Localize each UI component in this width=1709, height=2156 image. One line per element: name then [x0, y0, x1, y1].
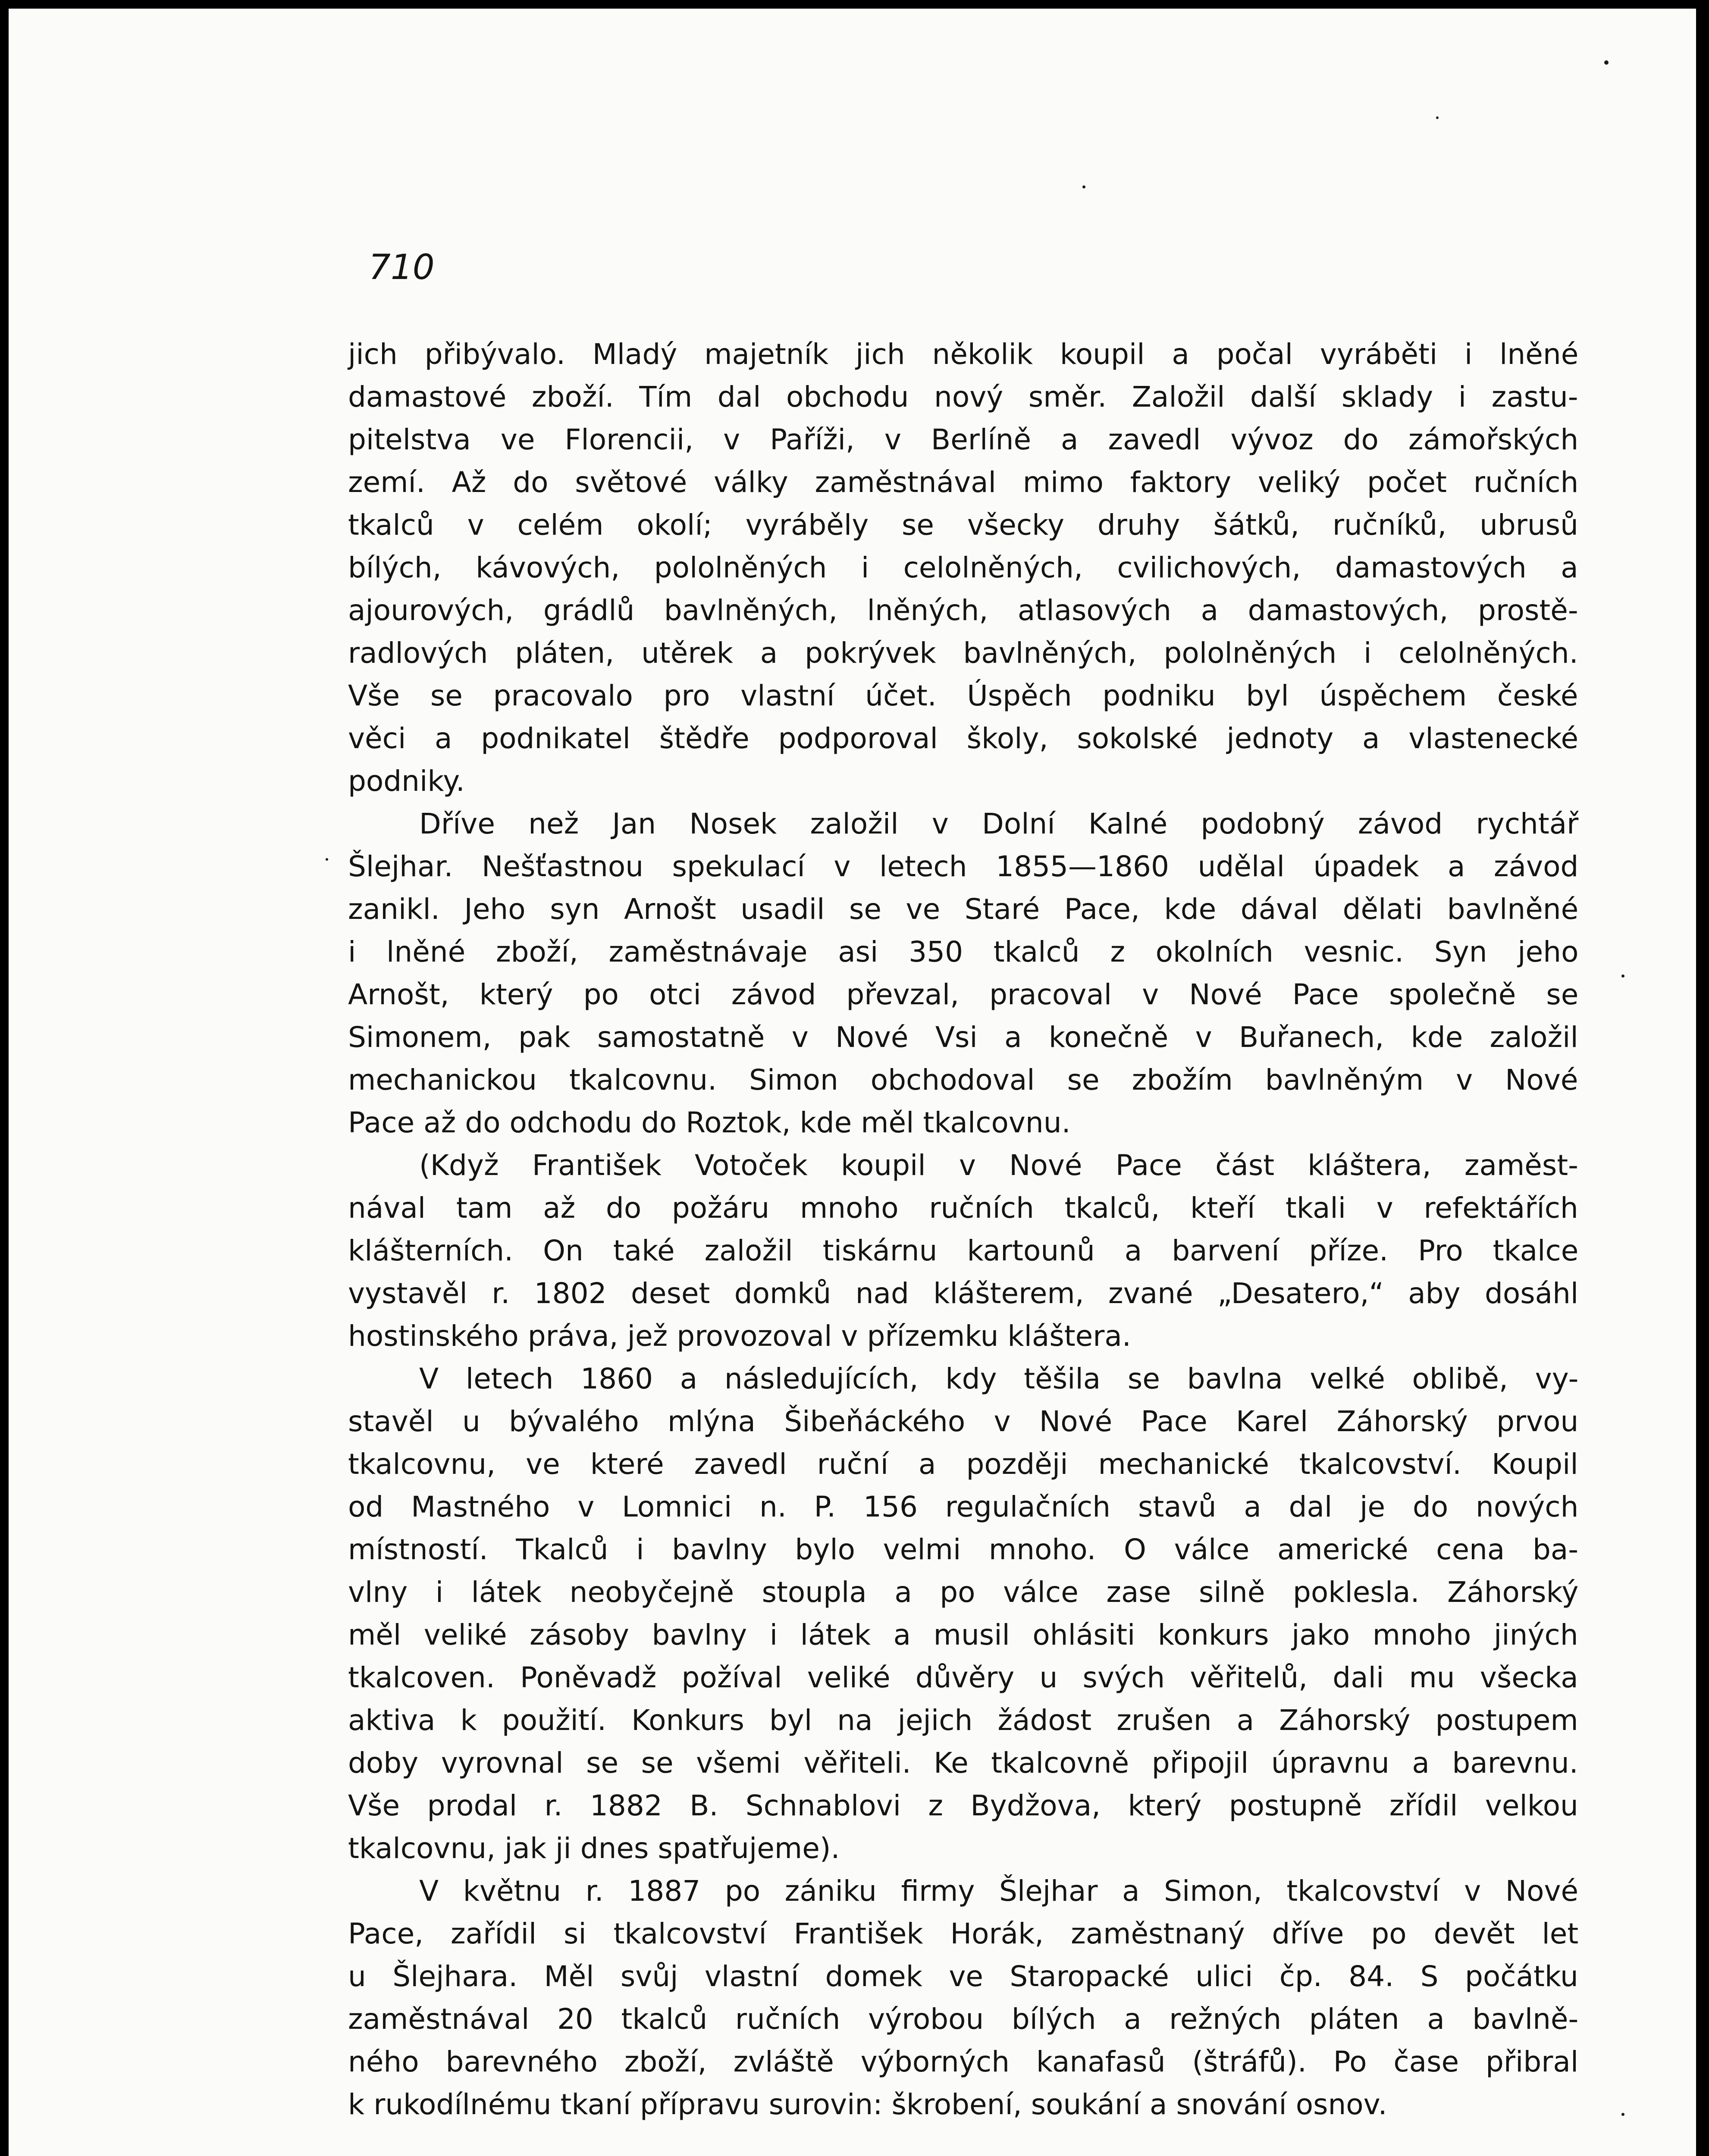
- text-line: k rukodílnému tkaní přípravu surovin: škrobení, soukání a snování osnov.: [348, 2088, 1387, 2121]
- text-line: V květnu r. 1887 po zániku firmy Šlejhar a Simon, tkalcovství v Nové: [419, 1874, 1579, 1908]
- text-line: klášterních. On také založil tiskárnu kartounů a barvení příze. Pro tkalce: [348, 1234, 1579, 1267]
- text-line: Pace, zařídil si tkalcovství František Horák, zaměstnaný dříve po devět let: [348, 1917, 1579, 1950]
- text-line: Dříve než Jan Nosek založil v Dolní Kalné podobný závod rychtář: [419, 807, 1579, 840]
- scan-speck: [326, 858, 328, 861]
- scanned-page: [9, 9, 1696, 2156]
- text-line: tkalců v celém okolí; vyráběly se všecky druhy šátků, ručníků, ubrusů: [348, 508, 1578, 542]
- text-line: doby vyrovnal se se všemi věřiteli. Ke tkalcovně připojil úpravnu a barevnu.: [348, 1746, 1578, 1780]
- scan-speck: [1604, 60, 1609, 65]
- scan-speck: [1621, 2113, 1624, 2116]
- paragraph: [348, 1870, 1578, 2126]
- text-line: u Šlejhara. Měl svůj vlastní domek ve Staropacké ulici čp. 84. S počátku: [348, 1960, 1578, 1993]
- text-line: ného barevného zboží, zvláště výborných kanafasů (štráfů). Po čase přibral: [348, 2045, 1579, 2078]
- text-line: i lněné zboží, zaměstnávaje asi 350 tkalců z okolních vesnic. Syn jeho: [348, 935, 1579, 968]
- text-line: vlny i látek neobyčejně stoupla a po válce zase silně poklesla. Záhorský: [348, 1576, 1579, 1609]
- text-line: Pace až do odchodu do Roztok, kde měl tkalcovnu.: [348, 1106, 1071, 1139]
- body-text: [348, 333, 1578, 2126]
- scan-speck: [1082, 185, 1085, 188]
- text-line: zaměstnával 20 tkalců ručních výrobou bílých a režných pláten a bavlně-: [348, 2002, 1579, 2036]
- paragraph: [348, 1357, 1578, 1870]
- text-line: bílých, kávových, pololněných i celolněných, cvilichových, damastových a: [348, 551, 1578, 584]
- text-line: místností. Tkalců i bavlny bylo velmi mnoho. O válce americké cena ba-: [348, 1533, 1579, 1566]
- text-line: věci a podnikatel štědře podporoval školy, sokolské jednoty a vlastenecké: [348, 722, 1579, 755]
- text-line: od Mastného v Lomnici n. P. 156 regulačních stavů a dal je do nových: [348, 1490, 1579, 1523]
- text-line: zanikl. Jeho syn Arnošt usadil se ve Staré Pace, kde dával dělati bavlněné: [348, 893, 1579, 926]
- page-number: 710: [369, 247, 435, 287]
- paragraph: [348, 802, 1578, 1144]
- text-line: (Když František Votoček koupil v Nové Pace část kláštera, zaměst-: [419, 1149, 1578, 1182]
- text-line: Simonem, pak samostatně v Nové Vsi a konečně v Buřanech, kde založil: [348, 1021, 1578, 1054]
- text-line: podniky.: [348, 765, 465, 798]
- text-line: Šlejhar. Nešťastnou spekulací v letech 1855—1860 udělal úpadek a závod: [348, 850, 1579, 883]
- text-line: pitelstva ve Florencii, v Paříži, v Berlíně a zavedl vývoz do zámořských: [348, 423, 1579, 456]
- text-line: damastové zboží. Tím dal obchodu nový směr. Založil další sklady i zastu-: [348, 380, 1578, 414]
- text-line: stavěl u bývalého mlýna Šibeňáckého v Nové Pace Karel Záhorský prvou: [348, 1405, 1579, 1438]
- text-line: tkalcovnu, jak ji dnes spatřujeme).: [348, 1832, 840, 1865]
- text-line: tkalcovnu, ve které zavedl ruční a později mechanické tkalcovství. Koupil: [348, 1448, 1578, 1481]
- text-line: Vše prodal r. 1882 B. Schnablovi z Bydžova, který postupně zřídil velkou: [348, 1789, 1578, 1822]
- text-line: zemí. Až do světové války zaměstnával mimo faktory veliký počet ručních: [348, 466, 1579, 499]
- text-line: vystavěl r. 1802 deset domků nad klášterem, zvané „Desatero,“ aby dosáhl: [348, 1277, 1579, 1310]
- paragraph: [348, 1144, 1578, 1357]
- text-line: hostinského práva, jež provozoval v přízemku kláštera.: [348, 1319, 1131, 1353]
- text-line: V letech 1860 a následujících, kdy těšila se bavlna velké oblibě, vy-: [419, 1362, 1579, 1395]
- text-line: tkalcoven. Poněvadž požíval veliké důvěry u svých věřitelů, dali mu všecka: [348, 1661, 1578, 1694]
- scan-speck: [1621, 975, 1624, 978]
- text-line: ajourových, grádlů bavlněných, lněných, atlasových a damastových, prostě-: [348, 594, 1578, 627]
- text-line: jich přibývalo. Mladý majetník jich několik koupil a počal vyráběti i lněné: [348, 338, 1579, 371]
- text-line: Arnošt, který po otci závod převzal, pracoval v Nové Pace společně se: [348, 978, 1579, 1011]
- text-line: měl veliké zásoby bavlny i látek a musil ohlásiti konkurs jako mnoho jiných: [348, 1618, 1578, 1651]
- text-line: radlových pláten, utěrek a pokrývek bavlněných, pololněných i celolněných.: [348, 636, 1578, 670]
- text-line: Vše se pracovalo pro vlastní účet. Úspěch podniku byl úspěchem české: [348, 679, 1578, 712]
- text-line: nával tam až do požáru mnoho ručních tkalců, kteří tkali v refektářích: [348, 1191, 1578, 1225]
- text-line: mechanickou tkalcovnu. Simon obchodoval se zbožím bavlněným v Nové: [348, 1063, 1578, 1097]
- scan-speck: [1436, 116, 1439, 119]
- text-line: aktiva k použití. Konkurs byl na jejich žádost zrušen a Záhorský postupem: [348, 1704, 1578, 1737]
- paragraph: [348, 333, 1578, 802]
